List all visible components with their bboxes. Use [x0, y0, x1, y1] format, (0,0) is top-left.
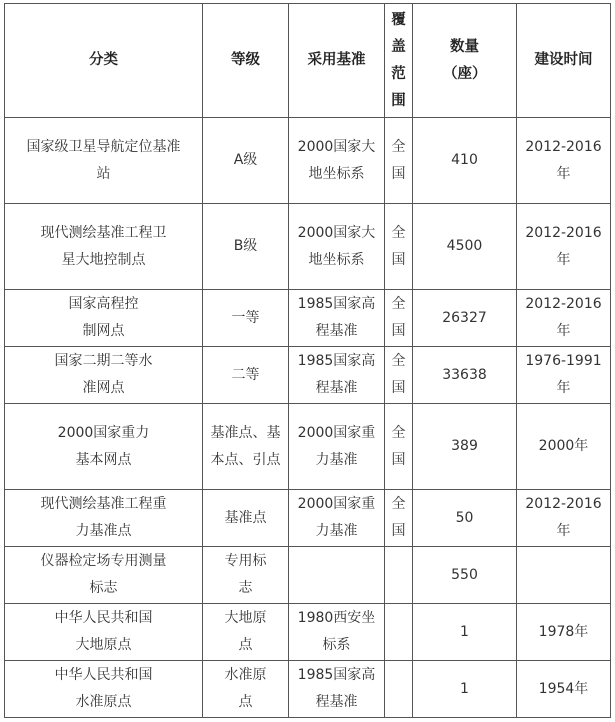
category-cell: 国家二期二等水准网点: [5, 347, 203, 404]
table-row: [5, 547, 611, 604]
table-row: [5, 347, 611, 404]
grade-cell: 基准点: [203, 490, 289, 547]
category-cell: 国家级卫星导航定位基准站: [5, 118, 203, 204]
category-cell: 现代测绘基准工程卫星大地控制点: [5, 204, 203, 290]
datum-cell: 1980西安坐标系: [289, 604, 385, 661]
count-cell: 550: [413, 547, 517, 604]
period-cell: 2012-2016年: [517, 290, 611, 347]
count-cell: 389: [413, 404, 517, 490]
coverage-cell: 全国: [385, 404, 413, 490]
coverage-cell: 全国: [385, 204, 413, 290]
header-count: 数量（座）: [413, 4, 517, 118]
period-cell: 2000年: [517, 404, 611, 490]
coverage-cell: 全国: [385, 290, 413, 347]
datum-cell: 1985国家高程基准: [289, 290, 385, 347]
header-coverage: 覆盖范围: [385, 4, 413, 118]
grade-cell: 专用标志: [203, 547, 289, 604]
count-cell: 1: [413, 661, 517, 718]
period-cell: 2012-2016年: [517, 490, 611, 547]
table-row: [5, 404, 611, 490]
table-row: [5, 204, 611, 290]
datum-cell: [289, 547, 385, 604]
period-cell: 2012-2016年: [517, 204, 611, 290]
coverage-cell: 全国: [385, 118, 413, 204]
category-cell: 现代测绘基准工程重力基准点: [5, 490, 203, 547]
category-cell: 中华人民共和国水准原点: [5, 661, 203, 718]
datum-cell: 1985国家高程基准: [289, 347, 385, 404]
category-cell: 仪器检定场专用测量标志: [5, 547, 203, 604]
period-cell: 2012-2016年: [517, 118, 611, 204]
datum-cell: 2000国家大地坐标系: [289, 204, 385, 290]
header-row: [5, 4, 611, 118]
survey-marks-table: [4, 3, 611, 718]
table-row: [5, 290, 611, 347]
coverage-cell: 全国: [385, 347, 413, 404]
datum-cell: 2000国家重力基准: [289, 490, 385, 547]
table-row: [5, 661, 611, 718]
header-grade: 等级: [203, 4, 289, 118]
datum-cell: 2000国家大地坐标系: [289, 118, 385, 204]
grade-cell: 一等: [203, 290, 289, 347]
coverage-cell: [385, 604, 413, 661]
count-cell: 410: [413, 118, 517, 204]
header-period: 建设时间: [517, 4, 611, 118]
table-row: [5, 604, 611, 661]
period-cell: [517, 547, 611, 604]
count-cell: 26327: [413, 290, 517, 347]
table-row: [5, 118, 611, 204]
count-cell: 50: [413, 490, 517, 547]
datum-cell: 1985国家高程基准: [289, 661, 385, 718]
period-cell: 1978年: [517, 604, 611, 661]
period-cell: 1954年: [517, 661, 611, 718]
table-row: [5, 490, 611, 547]
category-cell: 国家高程控制网点: [5, 290, 203, 347]
datum-cell: 2000国家重力基准: [289, 404, 385, 490]
grade-cell: 二等: [203, 347, 289, 404]
grade-cell: 基准点、基本点、引点: [203, 404, 289, 490]
header-category: 分类: [5, 4, 203, 118]
period-cell: 1976-1991年: [517, 347, 611, 404]
grade-cell: 水准原点: [203, 661, 289, 718]
grade-cell: A级: [203, 118, 289, 204]
category-cell: 中华人民共和国大地原点: [5, 604, 203, 661]
coverage-cell: 全国: [385, 490, 413, 547]
category-cell: 2000国家重力基本网点: [5, 404, 203, 490]
grade-cell: B级: [203, 204, 289, 290]
count-cell: 4500: [413, 204, 517, 290]
grade-cell: 大地原点: [203, 604, 289, 661]
coverage-cell: [385, 661, 413, 718]
count-cell: 33638: [413, 347, 517, 404]
header-datum: 采用基准: [289, 4, 385, 118]
coverage-cell: [385, 547, 413, 604]
count-cell: 1: [413, 604, 517, 661]
